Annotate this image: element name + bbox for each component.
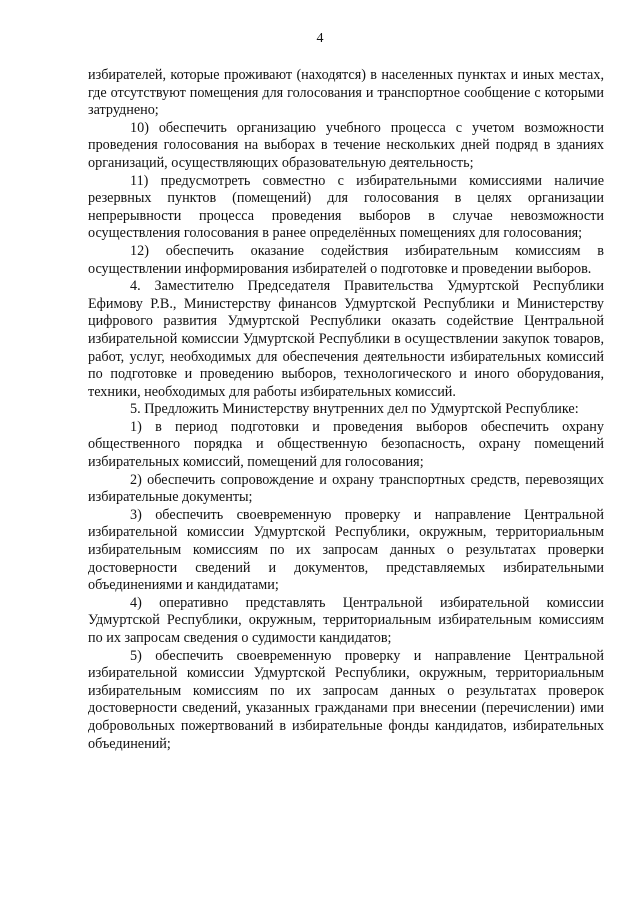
page-number: 4 xyxy=(316,31,324,46)
document-body xyxy=(88,67,604,753)
paragraph-section-5-item-4: 4) оперативно представлять Центральной избирательной комиссии Удмуртской Республики, окружным, территориальным избирательным комиссиям по их запросам сведения о судимости кандидатов; xyxy=(88,594,604,646)
paragraph-section-4: 4. Заместителю Председателя Правительства Удмуртской Республики Ефимову Р.В., Министерству финансов Удмуртской Республики и Министерству цифрового развития Удмуртской Республики оказать содействие Центральной избирательной комиссии Удмуртской Республики в осуществлении закупок товаров, работ, услуг, необходимых для обеспечения деятельности избирательных комиссий по подготовке и проведению выборов, технологического и иного оборудования, техники, необходимых для работы избирательных комиссий. xyxy=(88,278,604,400)
paragraph-section-5-item-1: 1) в период подготовки и проведения выборов обеспечить охрану общественного порядка и общественную безопасность, охрану помещений избирательных комиссий, помещений для голосования; xyxy=(88,418,604,471)
paragraph-voters-remote-places: избирателей, которые проживают (находятся) в населенных пунктах и иных местах, где отсутствуют помещения для голосования и транспортное сообщение с которыми затруднено; xyxy=(88,67,604,119)
paragraph-section-5: 5. Предложить Министерству внутренних дел по Удмуртской Республике: xyxy=(130,401,579,418)
paragraph-item-12: 12) обеспечить оказание содействия избирательным комиссиям в осуществлении информирования избирателей о подготовке и проведении выборов. xyxy=(88,242,604,277)
paragraph-item-10: 10) обеспечить организацию учебного процесса с учетом возможности проведения голосования на выборах в течение нескольких дней подряд в зданиях организаций, осуществляющих образовательную деятельность; xyxy=(88,119,604,171)
paragraph-section-5-item-2: 2) обеспечить сопровождение и охрану транспортных средств, перевозящих избирательные документы; xyxy=(88,471,604,506)
paragraph-section-5-item-5: 5) обеспечить своевременную проверку и направление Центральной избирательной комиссии Удмуртской Республики, окружным, территориальным избирательным комиссиям по их запросам данных о результатах проверок достоверности сведений, указанных гражданами при внесении (перечислении) ими добровольных пожертвований в избирательные фонды кандидатов, избирательных объединений; xyxy=(88,647,604,752)
paragraph-section-5-item-3: 3) обеспечить своевременную проверку и направление Центральной избирательной комиссии Удмуртской Республики, окружным, территориальным избирательным комиссиям по их запросам данных о результатах проверки достоверности сведений и документов, представляемых избирательными объединениями и кандидатами; xyxy=(88,506,604,594)
paragraph-item-11: 11) предусмотреть совместно с избирательными комиссиями наличие резервных пунктов (помещений) для голосования в целях организации непрерывности процесса проведения выборов в случае невозможности осуществления голосования в ранее определённых помещениях для голосования; xyxy=(88,172,604,242)
